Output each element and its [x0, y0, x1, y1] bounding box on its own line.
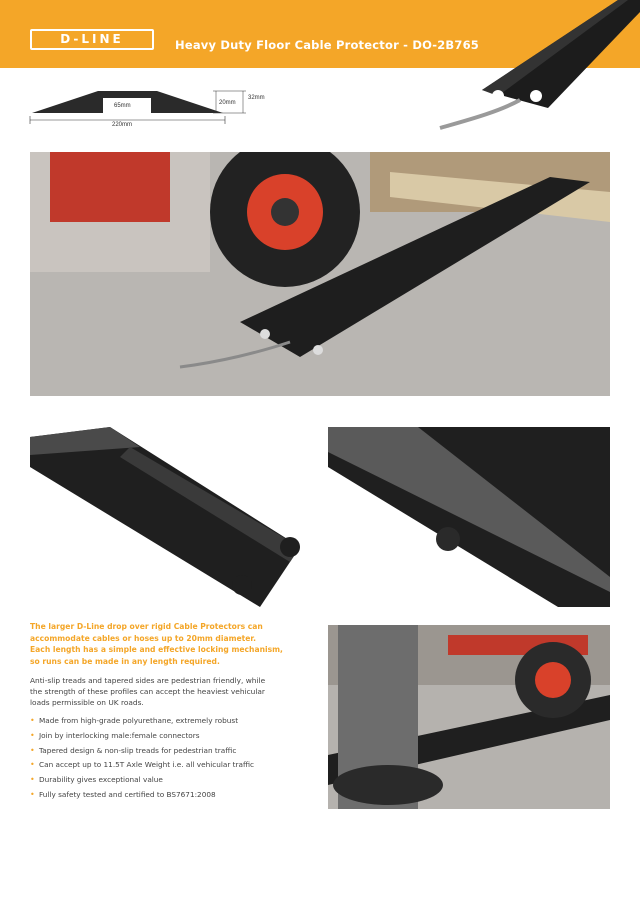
trolley-photo — [328, 625, 610, 809]
body-paragraph — [30, 675, 300, 708]
feature-item — [30, 744, 300, 759]
description-block — [30, 621, 300, 803]
protector-end-photo — [30, 427, 300, 607]
bullet-icon: • — [30, 730, 35, 740]
intro-line: so runs can be made in any length required. — [30, 656, 220, 666]
intro-line: The larger D-Line drop over rigid Cable Protectors can — [30, 622, 263, 631]
forklift-photo — [30, 152, 610, 396]
feature-list — [30, 714, 300, 803]
feature-item — [30, 729, 300, 744]
product-thumbnail-image — [438, 0, 640, 135]
total-height-label: 32mm — [248, 95, 265, 101]
body-line: Anti-slip treads and tapered sides are pedestrian friendly, while — [30, 676, 266, 685]
channel-width-label: 65mm — [114, 103, 131, 109]
bullet-icon: • — [30, 745, 35, 755]
feature-text: Durability gives exceptional value — [39, 775, 163, 785]
feature-text: Tapered design & non-slip treads for pedestrian traffic — [39, 745, 237, 755]
feature-item — [30, 788, 300, 803]
total-width-label: 220mm — [112, 122, 133, 128]
profile-drawing — [28, 84, 278, 134]
feature-text: Fully safety tested and certified to BS7671:2008 — [39, 789, 216, 799]
feature-text: Can accept up to 11.5T Axle Weight i.e. all vehicular traffic — [39, 760, 255, 770]
intro-line: Each length has a simple and effective locking mechanism, — [30, 645, 283, 654]
profile-diagram — [28, 84, 278, 138]
brand-logo-text: D-LINE — [60, 32, 124, 46]
body-line: loads permissible on UK roads. — [30, 698, 144, 707]
protector-joint-photo — [328, 427, 610, 607]
feature-item — [30, 758, 300, 773]
page-title: Heavy Duty Floor Cable Protector - DO-2B765 — [175, 38, 480, 52]
channel-height-label: 20mm — [219, 100, 236, 106]
feature-text: Made from high-grade polyurethane, extremely robust — [39, 716, 239, 725]
bullet-icon: • — [30, 775, 35, 785]
bullet-icon: • — [30, 716, 35, 725]
bullet-icon: • — [30, 760, 35, 770]
feature-item — [30, 714, 300, 729]
intro-line: accommodate cables or hoses up to 20mm diameter. — [30, 633, 256, 643]
bullet-icon: • — [30, 789, 35, 799]
intro-paragraph — [30, 621, 300, 667]
feature-text: Join by interlocking male:female connectors — [39, 730, 200, 740]
feature-item — [30, 773, 300, 788]
brand-logo — [30, 29, 154, 50]
body-line: the strength of these profiles can accept the heaviest vehicular — [30, 687, 265, 696]
